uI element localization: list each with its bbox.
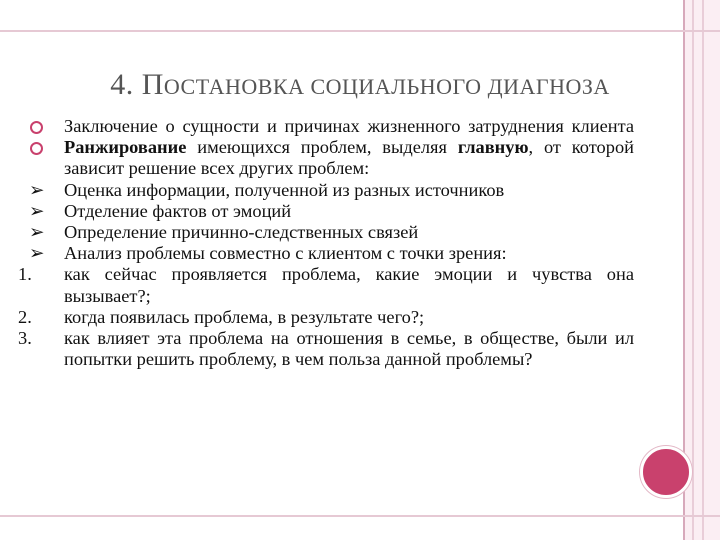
list-item xyxy=(30,137,634,179)
item-text: Определение причинно-следственных связей xyxy=(64,222,419,243)
list-item xyxy=(18,328,634,370)
list-item xyxy=(30,201,634,222)
decorative-horizontal-line xyxy=(0,30,720,32)
list-item xyxy=(18,264,634,306)
arrow-bullet-icon: ➢ xyxy=(29,179,45,200)
decorative-circle xyxy=(640,446,692,498)
list-number: 1. xyxy=(18,264,32,285)
arrow-bullet-icon: ➢ xyxy=(29,243,45,264)
item-text: , от которой зависит решение всех других проблем: xyxy=(64,137,634,179)
item-bold-text: главную xyxy=(457,137,529,158)
list-item xyxy=(18,306,634,328)
title-text: ОСТАНОВКА СОЦИАЛЬНОГО ДИАГНОЗА xyxy=(163,74,610,99)
item-text: Анализ проблемы совместно с клиентом с точки зрения: xyxy=(64,243,507,264)
item-text: как сейчас проявляется проблема, какие эмоции и чувства она вызывает?; xyxy=(64,264,634,306)
list-item xyxy=(30,116,634,137)
item-text: Оценка информации, полученной из разных источников xyxy=(64,179,505,200)
item-text: имеющихся проблем, выделяя xyxy=(186,137,458,158)
item-text: Отделение фактов от эмоций xyxy=(64,200,292,221)
list-item xyxy=(30,180,634,201)
ring-bullet-icon xyxy=(30,137,60,160)
title-number: 4. П xyxy=(110,68,164,101)
list-item xyxy=(30,243,634,264)
item-text: как влияет эта проблема на отношения в семье, в обществе, были ил попытки решить проблему, в чем польза данной проблемы? xyxy=(64,328,634,370)
list-number: 2. xyxy=(18,306,32,327)
ring-bullet-icon xyxy=(30,116,60,139)
item-text: когда появилась проблема, в результате чего?; xyxy=(64,306,425,327)
slide-title xyxy=(0,68,720,102)
slide-content xyxy=(18,116,634,370)
decorative-horizontal-line xyxy=(0,515,720,517)
arrow-bullet-icon: ➢ xyxy=(29,200,45,221)
arrow-bullet-icon: ➢ xyxy=(29,222,45,243)
item-bold-text: Ранжирование xyxy=(64,137,187,158)
item-text: Заключение о сущности и причинах жизненного затруднения клиента xyxy=(64,116,634,136)
list-item xyxy=(30,222,634,243)
list-number: 3. xyxy=(18,328,32,349)
